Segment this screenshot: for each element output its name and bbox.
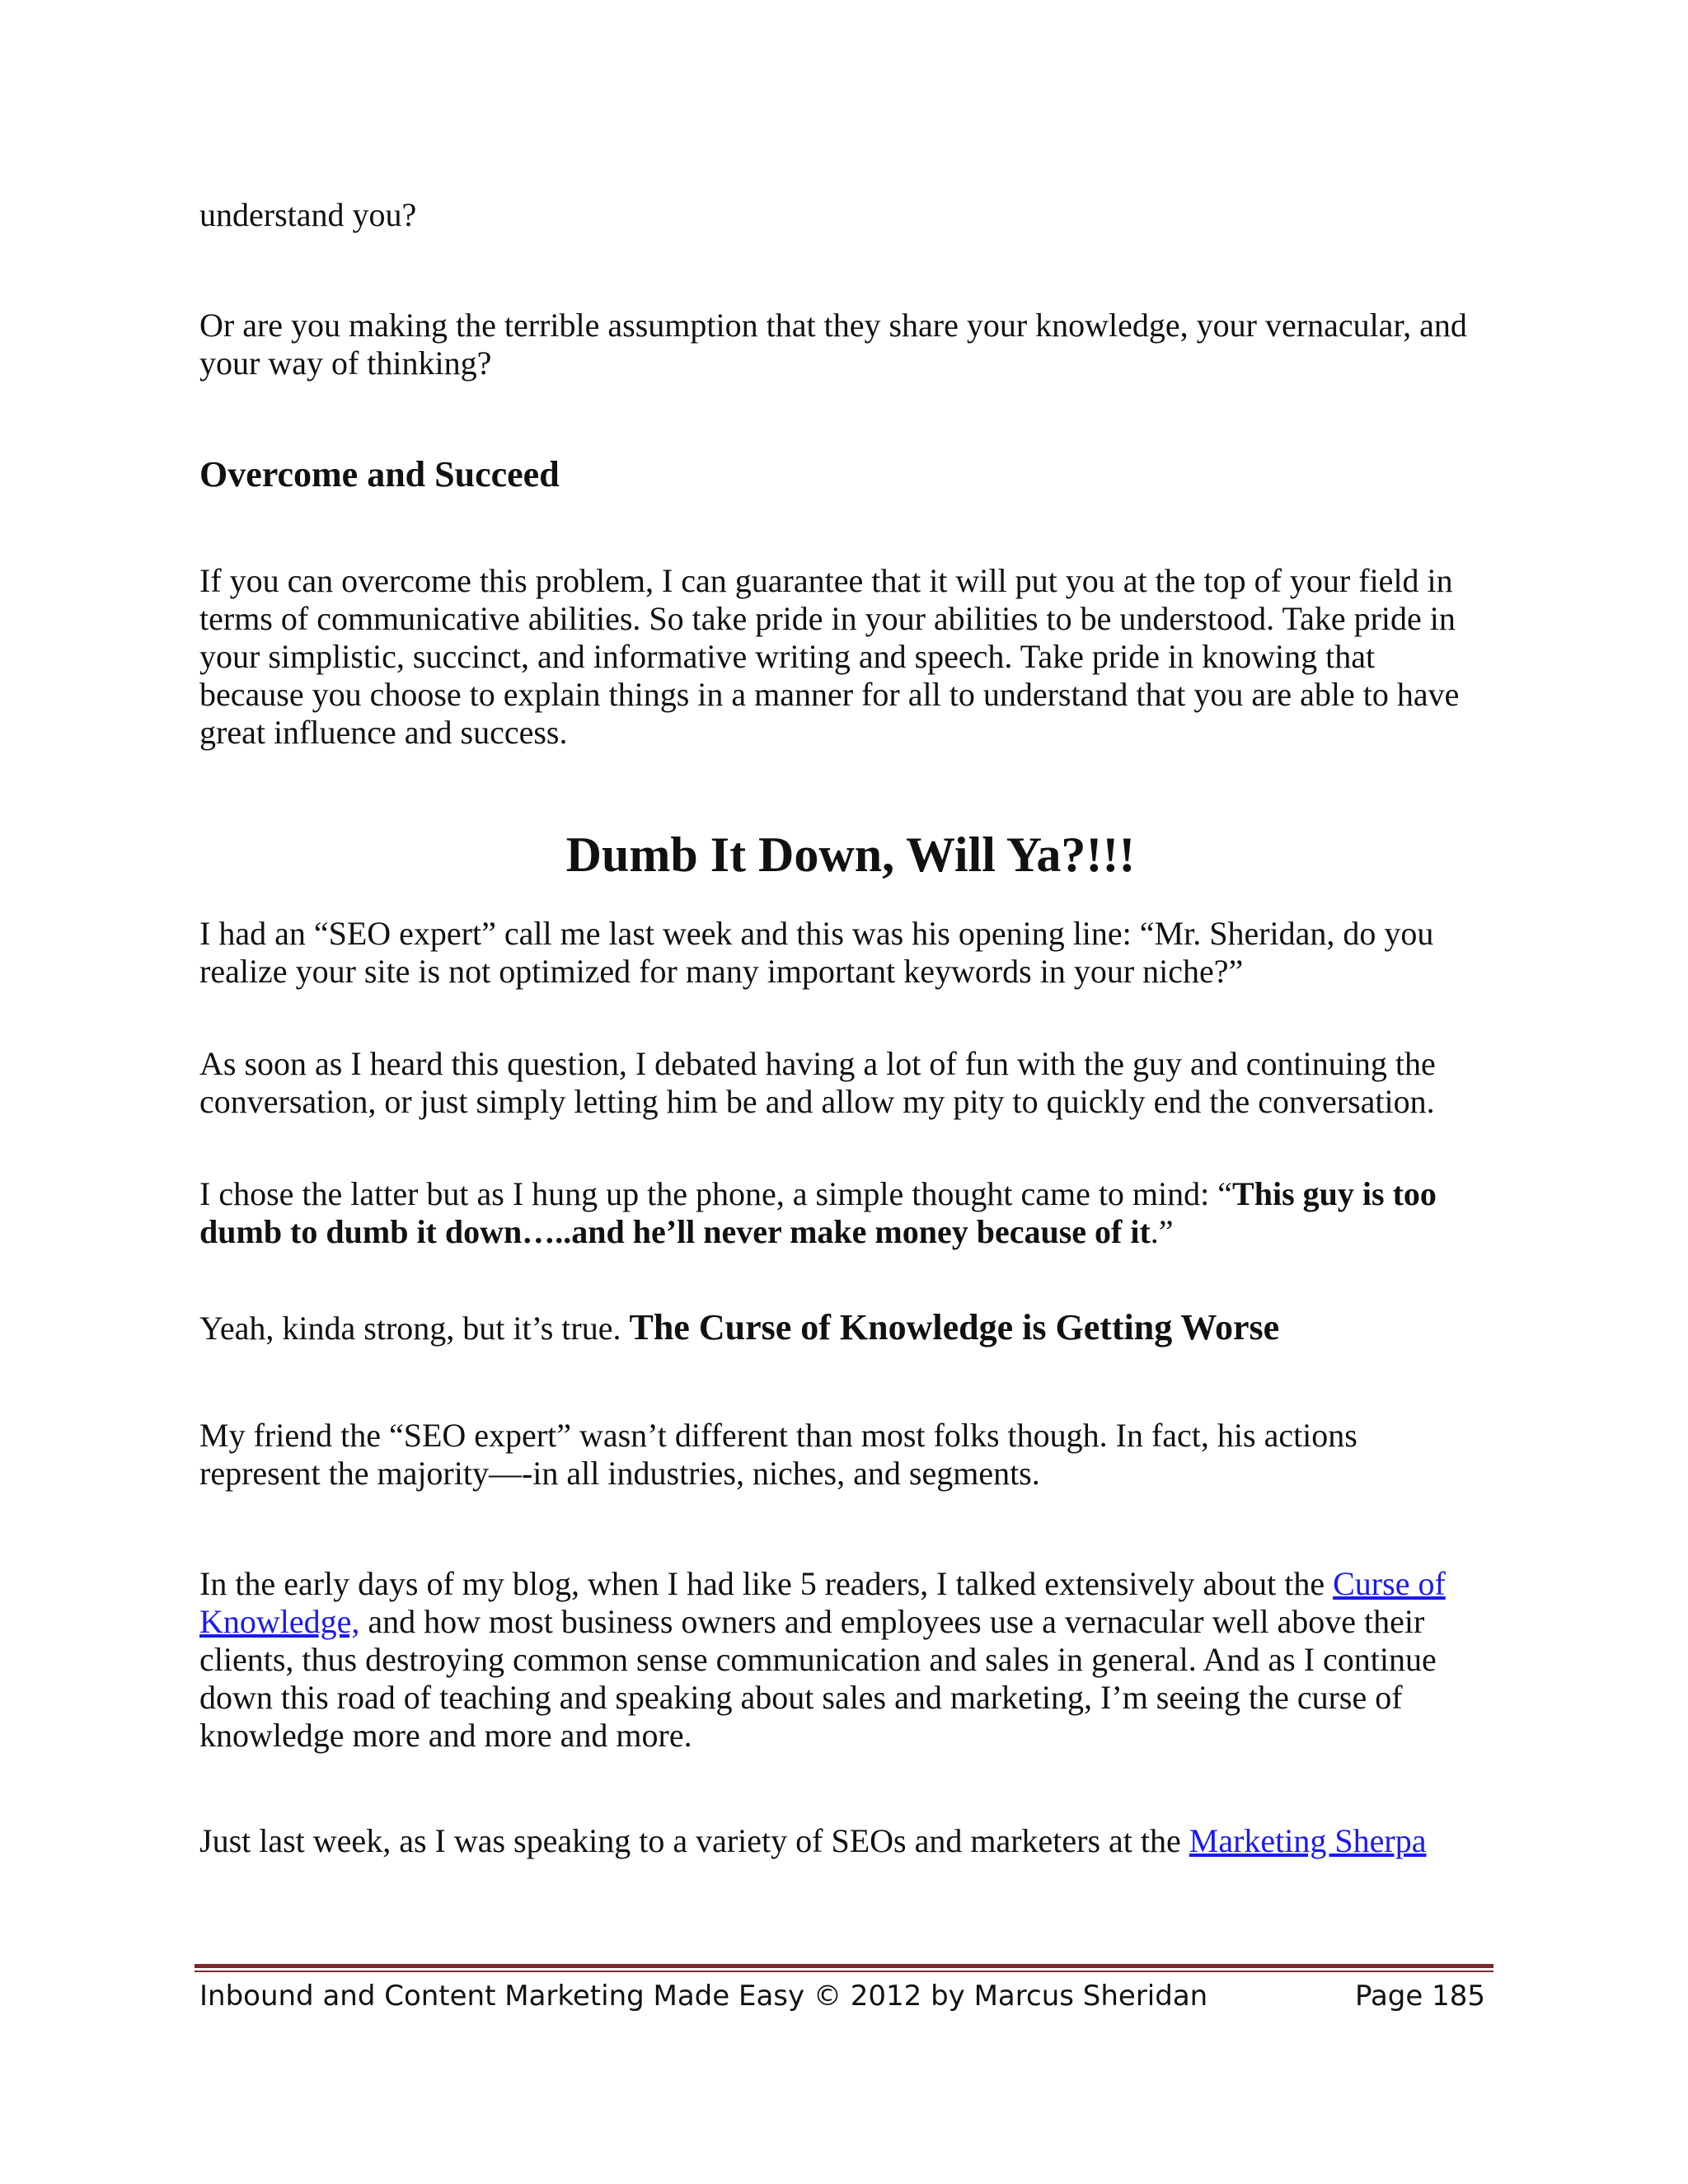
text-line: knowledge more and more and more. (199, 1717, 692, 1754)
paragraph-understand (199, 196, 1502, 234)
paragraph-kinda-strong (199, 1309, 1502, 1347)
text-line: Just last week, as I was speaking to a variety of SEOs and marketers at the (199, 1822, 1189, 1859)
page-number: Page 185 (1354, 1980, 1485, 2013)
text-line: terms of communicative abilities. So take pride in your abilities to be understood. Take pride in (199, 600, 1456, 637)
text-line: great influence and success. (199, 714, 568, 751)
footer-divider (195, 1964, 1493, 1968)
curse-of-knowledge-link[interactable]: Curse of (1333, 1565, 1446, 1602)
text-line: As soon as I heard this question, I debated having a lot of fun with the guy and continuing the (199, 1045, 1436, 1082)
paragraph-chose-latter (199, 1175, 1502, 1251)
text-line: I chose the latter but as I hung up the phone, a simple thought came to mind: “ (199, 1175, 1233, 1212)
text-line: your way of thinking? (199, 344, 492, 382)
text-line: and how most business owners and employees use a vernacular well above their (359, 1603, 1425, 1640)
curse-of-knowledge-link[interactable]: Knowledge, (199, 1603, 360, 1640)
text-line: Yeah, kinda strong, but it’s true. (199, 1310, 630, 1347)
section-heading-curse: The Curse of Knowledge is Getting Worse (629, 1307, 1280, 1347)
text-line: down this road of teaching and speaking about sales and marketing, I’m seeing the curse of (199, 1679, 1403, 1716)
text-line: understand you? (199, 196, 417, 233)
text-line: In the early days of my blog, when I had like 5 readers, I talked extensively about the (199, 1565, 1334, 1602)
text-line: realize your site is not optimized for many important keywords in your niche?” (199, 953, 1244, 990)
section-heading-overcome: Overcome and Succeed (199, 454, 560, 494)
paragraph-early-days (199, 1565, 1502, 1755)
chapter-title: Dumb It Down, Will Ya?!!! (565, 827, 1136, 882)
text-line: My friend the “SEO expert” wasn’t different than most folks though. In fact, his actions (199, 1417, 1357, 1454)
footer-divider-thin (195, 1971, 1493, 1972)
bold-quote: dumb to dumb it down…..and he’ll never make money because of it (199, 1213, 1151, 1250)
text-line: If you can overcome this problem, I can guarantee that it will put you at the top of your field in (199, 562, 1453, 599)
page-content (199, 196, 1502, 1860)
marketing-sherpa-link[interactable]: Marketing Sherpa (1189, 1822, 1427, 1859)
bold-quote: This guy is too (1232, 1175, 1437, 1212)
text-line: .” (1150, 1213, 1174, 1250)
paragraph-seo-call (199, 915, 1502, 991)
text-line: your simplistic, succinct, and informative writing and speech. Take pride in knowing that (199, 638, 1376, 675)
text-line: Or are you making the terrible assumption that they share your knowledge, your vernacular, and (199, 307, 1467, 344)
text-line: clients, thus destroying common sense communication and sales in general. And as I continue (199, 1641, 1437, 1678)
text-line: because you choose to explain things in a manner for all to understand that you are able to have (199, 676, 1460, 713)
text-line: conversation, or just simply letting him be and allow my pity to quickly end the conversation. (199, 1083, 1435, 1120)
paragraph-assumption (199, 307, 1502, 382)
text-line: represent the majority—-in all industries, niches, and segments. (199, 1455, 1040, 1492)
paragraph-heard-question (199, 1045, 1502, 1121)
footer-copyright: Inbound and Content Marketing Made Easy © 2012 by Marcus Sheridan (199, 1980, 1208, 2013)
paragraph-last-week (199, 1822, 1502, 1860)
text-line: I had an “SEO expert” call me last week and this was his opening line: “Mr. Sheridan, do you (199, 915, 1434, 952)
paragraph-seo-friend (199, 1417, 1502, 1493)
paragraph-overcome (199, 562, 1502, 752)
